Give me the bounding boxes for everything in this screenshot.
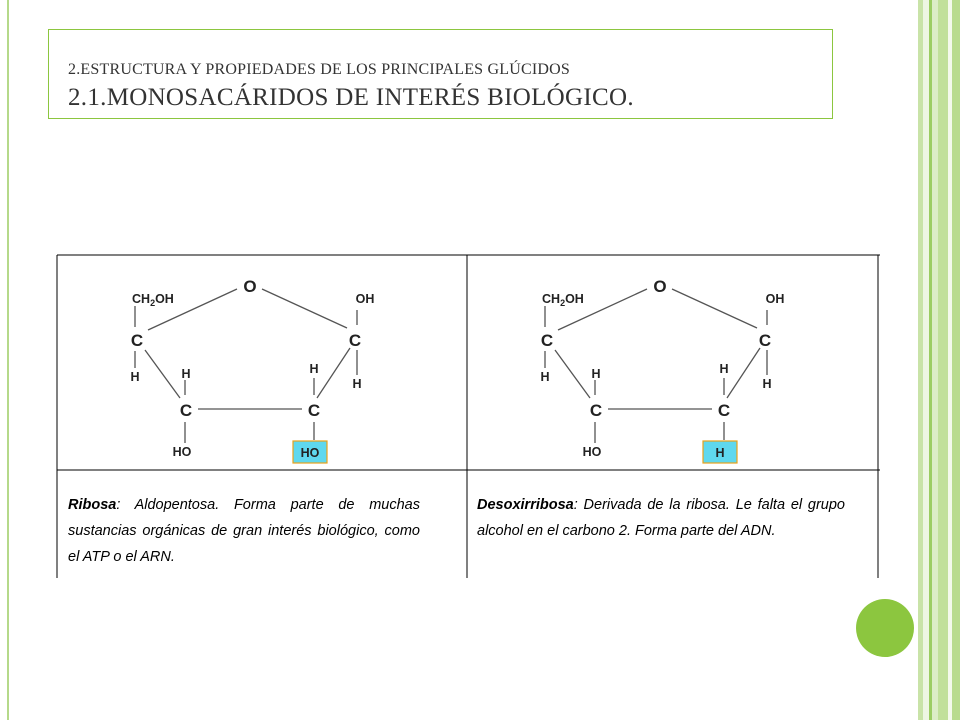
ribosa-oh-c1: OH <box>355 292 375 306</box>
desoxirribosa-structure <box>540 277 784 463</box>
desoxirribosa-h-substituent: H <box>715 446 725 460</box>
slide-subtitle: 2.ESTRUCTURA Y PROPIEDADES DE LOS PRINCIPALES GLÚCIDOS <box>68 61 570 78</box>
desoxirribosa-h-c1: H <box>762 377 772 391</box>
right-stripe <box>952 0 960 720</box>
ribosa-ho-c2: HO <box>300 446 320 460</box>
ribosa-carbon-3: C <box>179 401 193 420</box>
desoxirribosa-h-c4: H <box>540 370 550 384</box>
ribosa-h-c2: H <box>309 362 319 376</box>
desoxirribosa-name: Desoxirribosa <box>477 497 574 513</box>
ribosa-carbon-2: C <box>307 401 321 420</box>
desoxirribosa-carbon-1: C <box>758 331 772 350</box>
desoxirribosa-ch2oh: $CH_2OH$ <box>542 292 584 308</box>
desoxirribosa-description-text: : Derivada de la ribosa. Le falta el grupo alcohol en el carbono 2. Forma parte del ADN. <box>477 497 845 539</box>
desoxirribosa-carbon-3: C <box>589 401 603 420</box>
desoxirribosa-carbon-4: C <box>540 331 554 350</box>
ribosa-ho-c3: HO <box>172 445 192 459</box>
desoxirribosa-h-c2: H <box>719 362 729 376</box>
ribosa-ch2oh: $CH_2OH$ <box>132 292 174 308</box>
right-stripe <box>938 0 948 720</box>
desoxirribosa-description <box>477 492 845 544</box>
ribosa-name: Ribosa <box>68 497 117 513</box>
ribosa-structure <box>130 277 374 463</box>
ribosa-h-c4: H <box>130 370 140 384</box>
desoxirribosa-carbon-2: C <box>717 401 731 420</box>
ribosa-description-text: : Aldopentosa. Forma parte de muchas sustancias orgánicas de gran interés biológico, como el ATP o el ARN. <box>68 497 420 565</box>
desoxirribosa-ho-c3: HO <box>582 445 602 459</box>
desoxirribosa-h-c3: H <box>591 367 601 381</box>
desoxirribosa-oh-c1: OH <box>765 292 785 306</box>
desoxirribosa-oxygen: O <box>653 277 667 296</box>
ribosa-oxygen: O <box>243 277 257 296</box>
ribosa-h-c3: H <box>181 367 191 381</box>
left-decorative-rule <box>7 0 9 720</box>
ribosa-carbon-4: C <box>130 331 144 350</box>
slide-title: 2.1.MONOSACÁRIDOS DE INTERÉS BIOLÓGICO. <box>68 84 634 111</box>
ribosa-h-c1: H <box>352 377 362 391</box>
ribosa-description <box>68 492 420 570</box>
ribosa-carbon-1: C <box>348 331 362 350</box>
decorative-green-circle <box>856 599 914 657</box>
